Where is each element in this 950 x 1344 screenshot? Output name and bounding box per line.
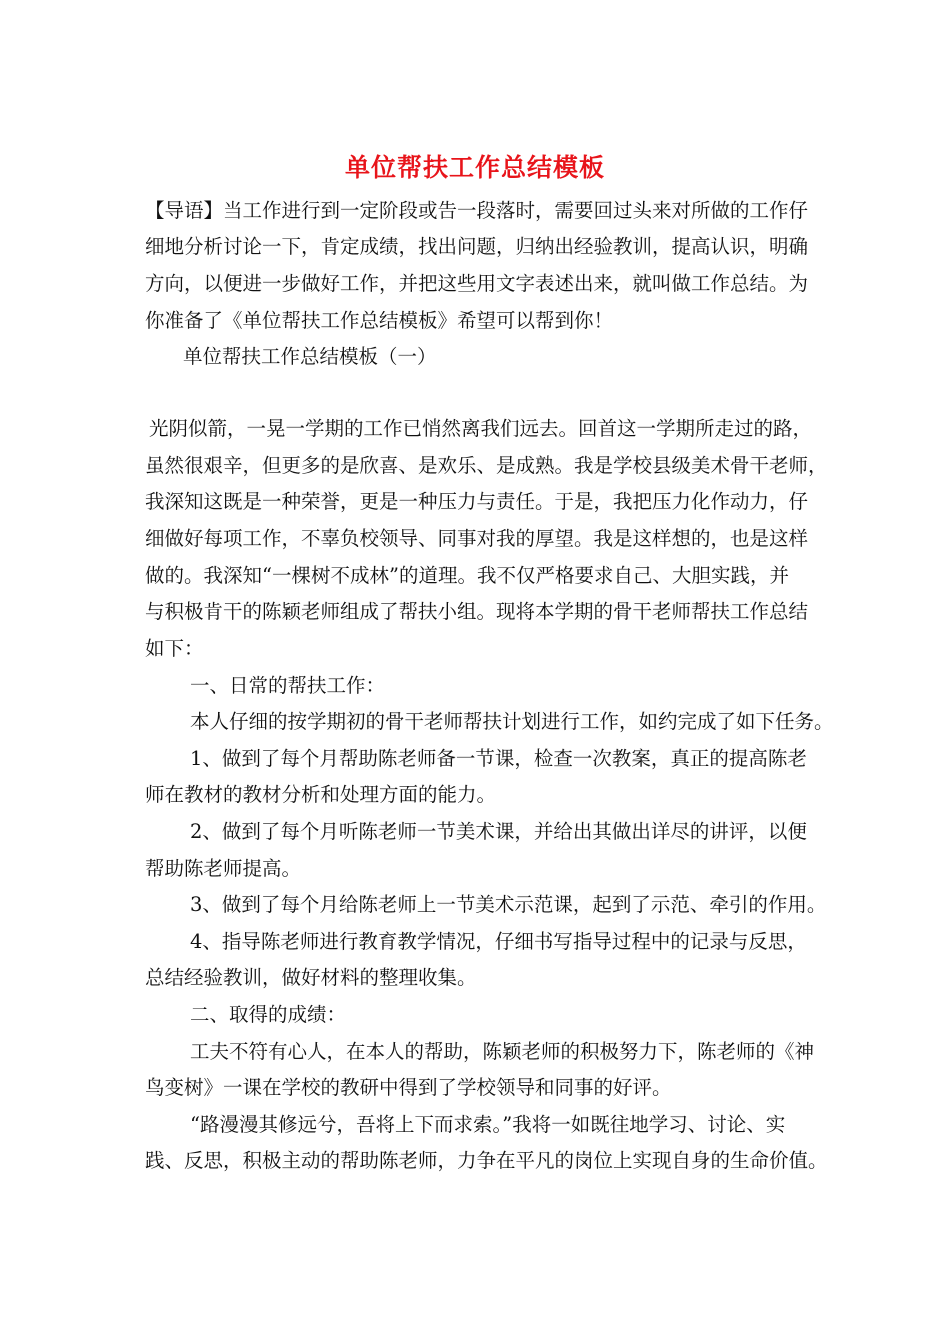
paragraph-line: “路漫漫其修远兮，吾将上下而求索。”我将一如既往地学习、讨论、实: [190, 1113, 786, 1136]
paragraph-line: 鸟变树》一课在学校的教研中得到了学校领导和同事的好评。: [145, 1076, 672, 1099]
paragraph-line: 工夫不符有心人，在本人的帮助，陈颖老师的积极努力下，陈老师的《神: [190, 1040, 815, 1063]
paragraph-line: 总结经验教训，做好材料的整理收集。: [145, 966, 477, 989]
paragraph-line: 细做好每项工作，不辜负校领导、同事对我的厚望。我是这样想的，也是这样: [145, 527, 809, 550]
list-item: 1、做到了每个月帮助陈老师备一节课，检查一次教案，真正的提高陈老: [190, 747, 807, 770]
paragraph-line: 虽然很艰辛，但更多的是欣喜、是欢乐、是成熟。我是学校县级美术骨干老师，: [145, 454, 828, 477]
list-item: 3、做到了每个月给陈老师上一节美术示范课，起到了示范、牵引的作用。: [190, 893, 827, 916]
paragraph-line: 你准备了《单位帮扶工作总结模板》希望可以帮到你！: [145, 309, 614, 332]
paragraph-line: 师在教材的教材分析和处理方面的能力。: [145, 783, 497, 806]
section-heading: 单位帮扶工作总结模板（一）: [183, 345, 437, 368]
paragraph-line: 与积极肯干的陈颖老师组成了帮扶小组。现将本学期的骨干老师帮扶工作总结: [145, 600, 809, 623]
list-item: 4、指导陈老师进行教育教学情况，仔细书写指导过程中的记录与反思，: [190, 930, 807, 953]
paragraph-line: 如下：: [145, 637, 204, 660]
section-heading: 一、日常的帮扶工作：: [190, 674, 386, 697]
paragraph-line: 帮助陈老师提高。: [145, 857, 302, 880]
paragraph-line: 做的。我深知“一棵树不成林”的道理。我不仅严格要求自己、大胆实践，并: [145, 564, 789, 587]
paragraph-line: 细地分析讨论一下，肯定成绩，找出问题，归纳出经验教训，提高认识，明确: [145, 235, 809, 258]
paragraph-line: 我深知这既是一种荣誉，更是一种压力与责任。于是，我把压力化作动力，仔: [145, 490, 809, 513]
paragraph-line: 【导语】当工作进行到一定阶段或告一段落时，需要回过头来对所做的工作仔: [145, 199, 809, 222]
paragraph-line: 践、反思，积极主动的帮助陈老师，力争在平凡的岗位上实现自身的生命价值。: [145, 1149, 828, 1172]
document-title: 单位帮扶工作总结模板: [344, 153, 605, 182]
paragraph-line: 本人仔细的按学期初的骨干老师帮扶计划进行工作，如约完成了如下任务。: [190, 710, 834, 733]
list-item: 2、做到了每个月听陈老师一节美术课，并给出其做出详尽的讲评，以便: [190, 820, 807, 843]
section-heading: 二、取得的成绩：: [190, 1003, 347, 1026]
paragraph-line: 光阴似箭，一晃一学期的工作已悄然离我们远去。回首这一学期所走过的路，: [149, 417, 813, 440]
paragraph-line: 方向，以便进一步做好工作，并把这些用文字表述出来，就叫做工作总结。为: [145, 272, 809, 295]
